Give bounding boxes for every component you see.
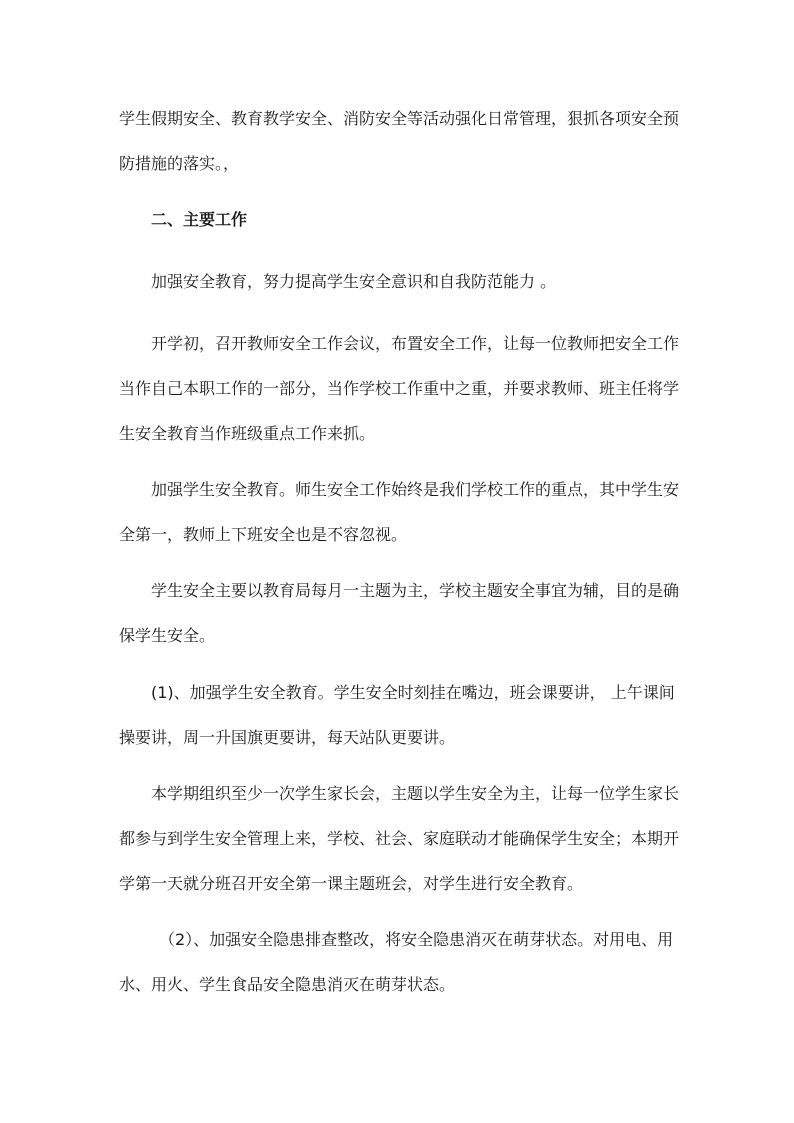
text-line: 学生安全主要以教育局每月一主题为主，学校主题安全事宜为辅，目的是确 bbox=[151, 581, 680, 600]
paragraph-parent-meeting bbox=[119, 771, 679, 906]
text-line: 当作自己本职工作的一部分，当作学校工作重中之重，并要求教师、班主任将学 bbox=[119, 379, 680, 398]
section-heading bbox=[119, 197, 679, 242]
paragraph-strengthen-education bbox=[119, 259, 679, 304]
text-line: 学第一天就分班召开安全第一课主题班会，对学生进行安全教育。 bbox=[119, 874, 584, 893]
text-line: (1)、加强学生安全教育。学生安全时刻挂在嘴边，班会课要讲， 上午课间 bbox=[151, 683, 675, 702]
text-line: 学生假期安全、教育教学安全、消防安全等活动强化日常管理，狠抓各项安全预 bbox=[119, 109, 680, 128]
text-line: 操要讲，周一升国旗更要讲，每天站队更要讲。 bbox=[119, 728, 456, 747]
text-line: 生安全教育当作班级重点工作来抓。 bbox=[119, 424, 376, 443]
text-line: 保学生安全。 bbox=[119, 626, 216, 645]
text-line: 都参与到学生安全管理上来，学校、社会、家庭联动才能确保学生安全；本期开 bbox=[119, 829, 680, 848]
paragraph-monthly-theme bbox=[119, 568, 679, 658]
text-line: 加强学生安全教育。师生安全工作始终是我们学校工作的重点，其中学生安 bbox=[151, 480, 680, 499]
paragraph-item-2 bbox=[119, 917, 679, 1007]
text-line: （2）、加强安全隐患排查整改，将安全隐患消灭在萌芽状态。对用电、用 bbox=[159, 930, 674, 949]
text-line: 本学期组织至少一次学生家长会，主题以学生安全为主，让每一位学生家长 bbox=[151, 784, 680, 803]
text-line: 全第一，教师上下班安全也是不容忽视。 bbox=[119, 525, 408, 544]
text-line: 开学初，召开教师安全工作会议，布置安全工作，让每一位教师把安全工作 bbox=[151, 334, 680, 353]
text-line: 水、用火、学生食品安全隐患消灭在萌芽状态。 bbox=[119, 975, 456, 994]
paragraph-term-start bbox=[119, 321, 679, 456]
paragraph-student-safety-education bbox=[119, 467, 679, 557]
text-line: 加强安全教育，努力提高学生安全意识和自我防范能力 。 bbox=[151, 272, 557, 291]
paragraph-intro-continuation bbox=[119, 96, 679, 186]
paragraph-item-1 bbox=[119, 670, 679, 760]
text-line: 防措施的落实。， bbox=[119, 154, 240, 173]
heading-text: 二、主要工作 bbox=[151, 210, 248, 229]
